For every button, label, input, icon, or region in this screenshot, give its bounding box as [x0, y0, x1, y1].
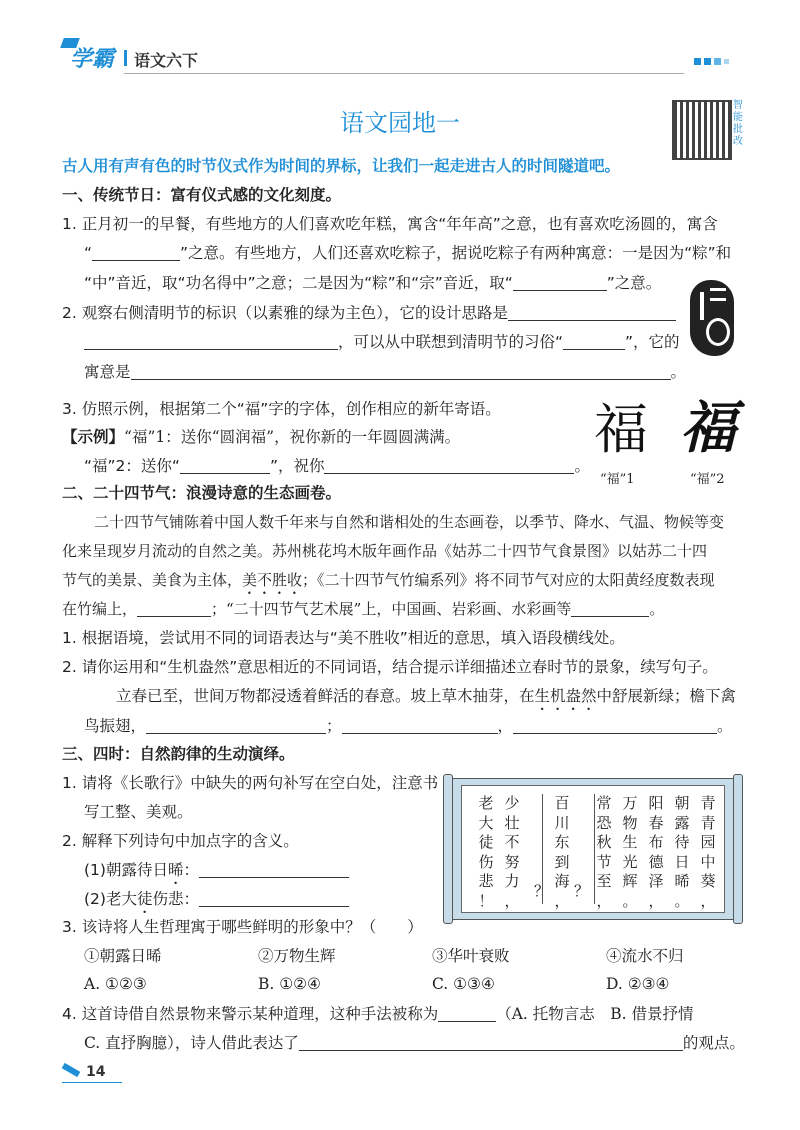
page-title: 语文园地一 [340, 109, 460, 137]
poem-line: 少 壮 不 努 力 ， [504, 794, 520, 910]
poem-line: 常 恐 秋 节 至 ， [596, 794, 612, 910]
poem-blank-line[interactable] [530, 794, 550, 904]
poem-line: 百 川 东 到 海 ， [554, 794, 570, 910]
poem-blank-line[interactable] [570, 794, 590, 904]
s2-q2-answer-line1: 立春已至，世间万物都浸透着鲜活的春意。坡上草木抽芽，在生机盎然中舒展新绿；檐下禽 [116, 687, 737, 705]
choice-d[interactable]: D. ②③④ [606, 975, 670, 993]
s1-q1-line1: 1. 正月初一的早餐，有些地方的人们喜欢吃年糕，寓含“年年高”之意，也有喜欢吃汤圆的，寓含 [62, 215, 718, 233]
footer-pen-icon [62, 1063, 81, 1077]
s2-q2-answer-line2: 鸟振翅， ； ， 。 [84, 717, 733, 735]
s1-q2-line3: 寓意是 。 [84, 363, 687, 381]
scroll-body [452, 778, 734, 920]
poem-line: 青 青 园 中 葵 ， [700, 794, 716, 910]
s3-q4-blank-2[interactable] [299, 1034, 683, 1051]
s2-q1: 1. 根据语境，尝试用不同的词语表达与“美不胜收”相近的意思，填入语段横线处。 [62, 629, 625, 647]
s3-q2-item2: (2)老大徒伤悲： [84, 888, 349, 917]
header-divider [124, 50, 127, 66]
s1-q1-line2: “ ”之意。有些地方，人们还喜欢吃粽子，据说吃粽子有两种寓意：一是因为“粽”和 [84, 244, 732, 262]
fu-character-2: 福 [680, 395, 736, 461]
page-number: 14 [86, 1064, 106, 1080]
option-item: ④流水不归 [606, 947, 684, 965]
s1-q2-blank-1[interactable] [508, 304, 676, 321]
poem-scroll [443, 768, 743, 928]
s2-paragraph-line3: 节气的美景、美食为主体，美不胜收；《二十四节气竹编系列》将不同节气对应的太阳黄经度数表现 [62, 571, 715, 589]
poem-line: 老 大 徒 伤 悲 ！ [478, 794, 494, 910]
s1-q3-example: 【示例】“福”1：送你“圆润福”，祝你新的一年圆圆满满。 [62, 428, 461, 446]
s1-q2-line1: 2. 观察右侧清明节的标识（以素雅的绿为主色），它的设计思路是 [62, 302, 676, 324]
option-item: ②万物生辉 [258, 947, 336, 965]
scroll-rod-right [733, 774, 743, 924]
poem-blank-mark: ？ [534, 882, 550, 900]
s3-q2-blank-1[interactable] [199, 861, 349, 878]
poem-line: 朝 露 待 日 晞 。 [674, 794, 690, 910]
qingming-logo [690, 280, 734, 356]
s1-q3-blank-2[interactable] [324, 457, 574, 474]
s1-q2-blank-3[interactable] [563, 333, 625, 350]
s1-q2-blank-4[interactable] [131, 363, 671, 380]
s3-q2-blank-2[interactable] [199, 890, 349, 907]
poem-blank-mark: ？ [574, 882, 590, 900]
s2-q2-blank-2[interactable] [342, 717, 498, 734]
s2-q2: 2. 请你运用和“生机盎然”意思相近的不同词语，结合提示详细描述立春时节的景象，续写句子。 [62, 658, 718, 676]
s1-q3-line1: 3. 仿照示例，根据第二个“福”字的字体，创作相应的新年寄语。 [62, 400, 501, 418]
s2-paragraph-line2: 化来呈现岁月流动的自然之美。苏州桃花坞木版年画作品《姑苏二十四节气食景图》以姑苏二十四 [62, 542, 708, 560]
s1-q3-line3: “福”2：送你“ ”，祝你 。 [84, 457, 590, 475]
s2-q2-blank-3[interactable] [513, 717, 717, 734]
s1-q2-line2: ，可以从中联想到清明节的习俗“ ”，它的 [84, 331, 680, 353]
s1-q1-blank-2[interactable] [513, 274, 607, 291]
brand-name: 学霸 [70, 47, 115, 72]
section-3-heading: 三、四时：自然韵律的生动演绎。 [62, 745, 295, 763]
s2-paragraph-line4: 在竹编上， ；“二十四节气艺术展”上，中国画、岩彩画、水彩画等 。 [62, 600, 665, 618]
s3-q1-line1: 1. 请将《长歌行》中缺失的两句补写在空白处，注意书 [62, 774, 439, 792]
header-logo [62, 38, 124, 72]
s3-q1-line2: 写工整、美观。 [84, 803, 193, 821]
fu-caption-2: “福”2 [690, 472, 725, 487]
s3-q2: 2. 解释下列诗句中加点字的含义。 [62, 832, 299, 850]
choice-a[interactable]: A. ①②③ [84, 975, 147, 993]
scroll-inner [461, 785, 725, 913]
qr-label: 智能批改 [733, 100, 743, 147]
choice-b[interactable]: B. ①②④ [258, 975, 321, 993]
s3-q4-line2: C. 直抒胸臆），诗人借此表达了 的观点。 [84, 1034, 745, 1052]
fu-caption-1: “福”1 [600, 472, 635, 487]
fu-character-1: 福 [594, 398, 648, 461]
s3-q2-item1: (1)朝露待日晞： [84, 859, 349, 888]
poem-line: 万 物 生 光 辉 。 [622, 794, 638, 910]
footer-rule [62, 1082, 122, 1083]
s3-q3: 3. 该诗将人生哲理寓于哪些鲜明的形象中？（ ） [62, 918, 423, 936]
s1-q3-blank-1[interactable] [180, 457, 270, 474]
s1-q1-blank-1[interactable] [92, 244, 180, 261]
s2-blank-2[interactable] [571, 600, 649, 617]
header-rule [124, 73, 684, 74]
option-item: ③华叶衰败 [432, 947, 510, 965]
intro-text: 古人用有声有色的时节仪式作为时间的界标，让我们一起走进古人的时间隧道吧。 [62, 157, 621, 175]
s3-q4-line1: 4. 这首诗借自然景物来警示某种道理，这种手法被称为 （A. 托物言志 B. 借景抒情 [62, 1005, 694, 1023]
s1-q2-blank-2[interactable] [84, 333, 338, 350]
poem-text [462, 794, 724, 912]
option-item: ①朝露日晞 [84, 947, 162, 965]
s1-q1-line3: “中”音近，取“功名得中”之意；二是因为“粽”和“宗”音近，取“ ”之意。 [84, 274, 662, 292]
poem-line: 阳 春 布 德 泽 ， [648, 794, 664, 910]
s2-paragraph-line1: 二十四节气铺陈着中国人数千年来与自然和谐相处的生态画卷，以季节、降水、气温、物候等变 [94, 513, 725, 531]
s2-q2-blank-1[interactable] [146, 717, 326, 734]
section-1-heading: 一、传统节日：富有仪式感的文化刻度。 [62, 186, 342, 204]
choice-c[interactable]: C. ①③④ [432, 975, 495, 993]
section-2-heading: 二、二十四节气：浪漫诗意的生态画卷。 [62, 484, 342, 502]
qr-code[interactable] [672, 100, 732, 160]
header-subject: 语文六下 [134, 51, 199, 70]
s3-q4-blank-1[interactable] [438, 1005, 496, 1022]
s2-blank-1[interactable] [137, 600, 211, 617]
